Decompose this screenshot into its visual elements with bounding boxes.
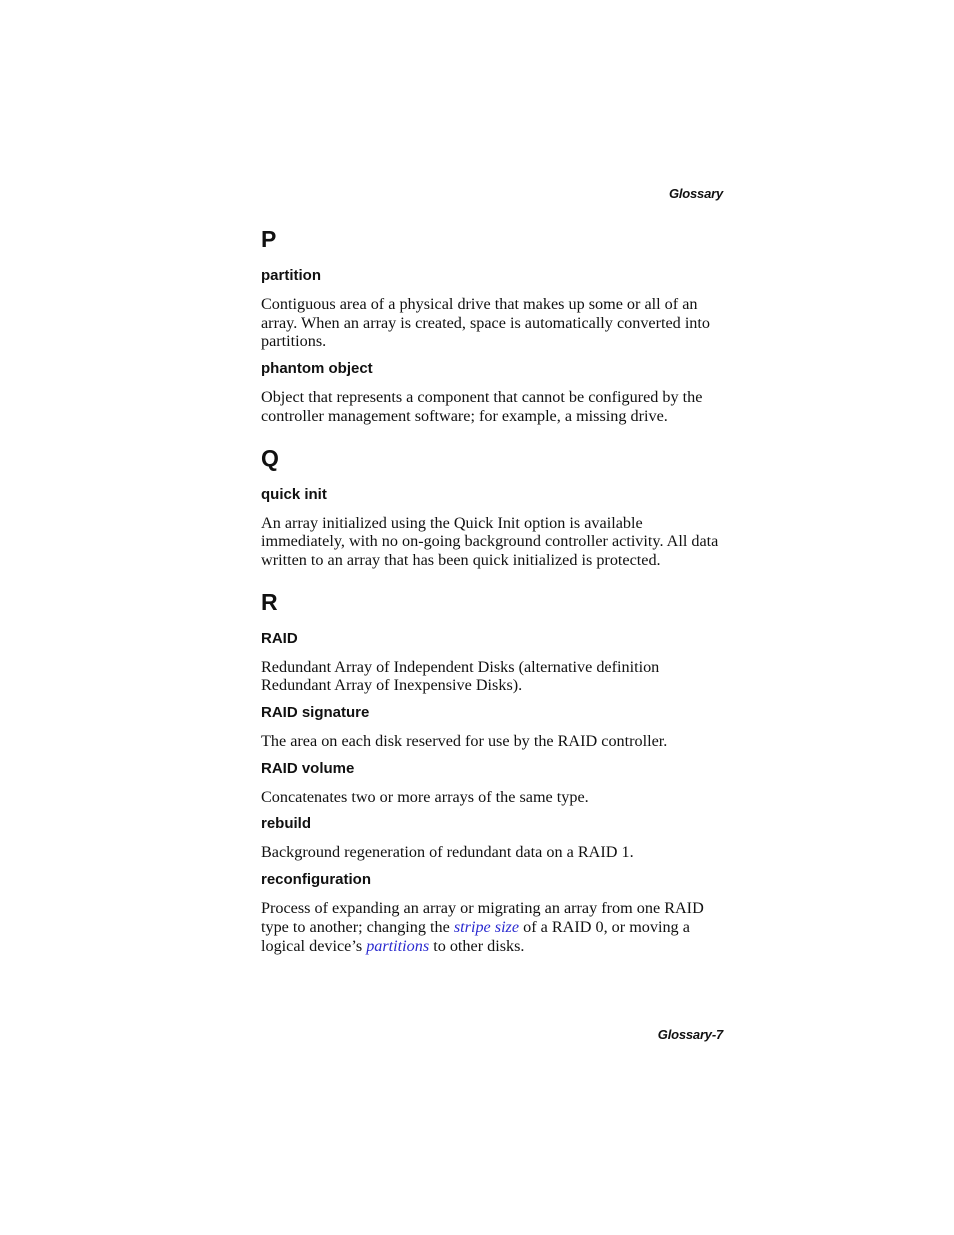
definition-raid-volume: Concatenates two or more arrays of the same type.	[261, 787, 589, 806]
definition-phantom-object: Object that represents a component that cannot be configured by the controller management software; for example, a missing drive.	[261, 388, 703, 425]
reconfig-text-3: to other disks.	[429, 936, 525, 955]
definition-partition: Contiguous area of a physical drive that makes up some or all of an array. When an array is created, space is automatically converted into partitions.	[261, 295, 710, 351]
term-raid: RAID	[261, 629, 298, 647]
section-letter-p: P	[261, 226, 277, 252]
glossary-content	[261, 225, 727, 955]
link-stripe-size[interactable]: stripe size	[453, 917, 520, 936]
definition-rebuild: Background regeneration of redundant data on a RAID 1.	[261, 843, 634, 862]
term-raid-signature: RAID signature	[261, 704, 370, 722]
link-partitions[interactable]: partitions	[366, 936, 430, 955]
term-raid-volume: RAID volume	[261, 759, 355, 777]
term-quick-init: quick init	[261, 485, 327, 503]
section-letter-r: R	[261, 588, 278, 615]
section-letter-q: Q	[261, 444, 279, 471]
definition-raid-signature: The area on each disk reserved for use by the RAID controller.	[261, 732, 668, 751]
definition-raid: Redundant Array of Independent Disks (alternative definition Redundant Array of Inexpensive Disks).	[261, 657, 660, 695]
term-phantom-object: phantom object	[261, 360, 373, 378]
definition-quick-init: An array initialized using the Quick Init option is available immediately, with no on-going background controller activity. All data written to an array that has been quick initialized is protected.	[261, 513, 719, 569]
term-rebuild: rebuild	[261, 815, 312, 833]
term-partition: partition	[261, 267, 321, 284]
term-reconfiguration: reconfiguration	[261, 871, 372, 889]
reconfig-text-2: of a RAID 0, or moving a logical device’s	[261, 917, 690, 955]
page-number: Glossary-7	[657, 1027, 723, 1042]
definition-reconfiguration	[261, 899, 727, 955]
reconfig-text-1: Process of expanding an array or migrating an array from one RAID type to another; changing the	[261, 899, 704, 936]
running-head: Glossary	[668, 186, 723, 201]
